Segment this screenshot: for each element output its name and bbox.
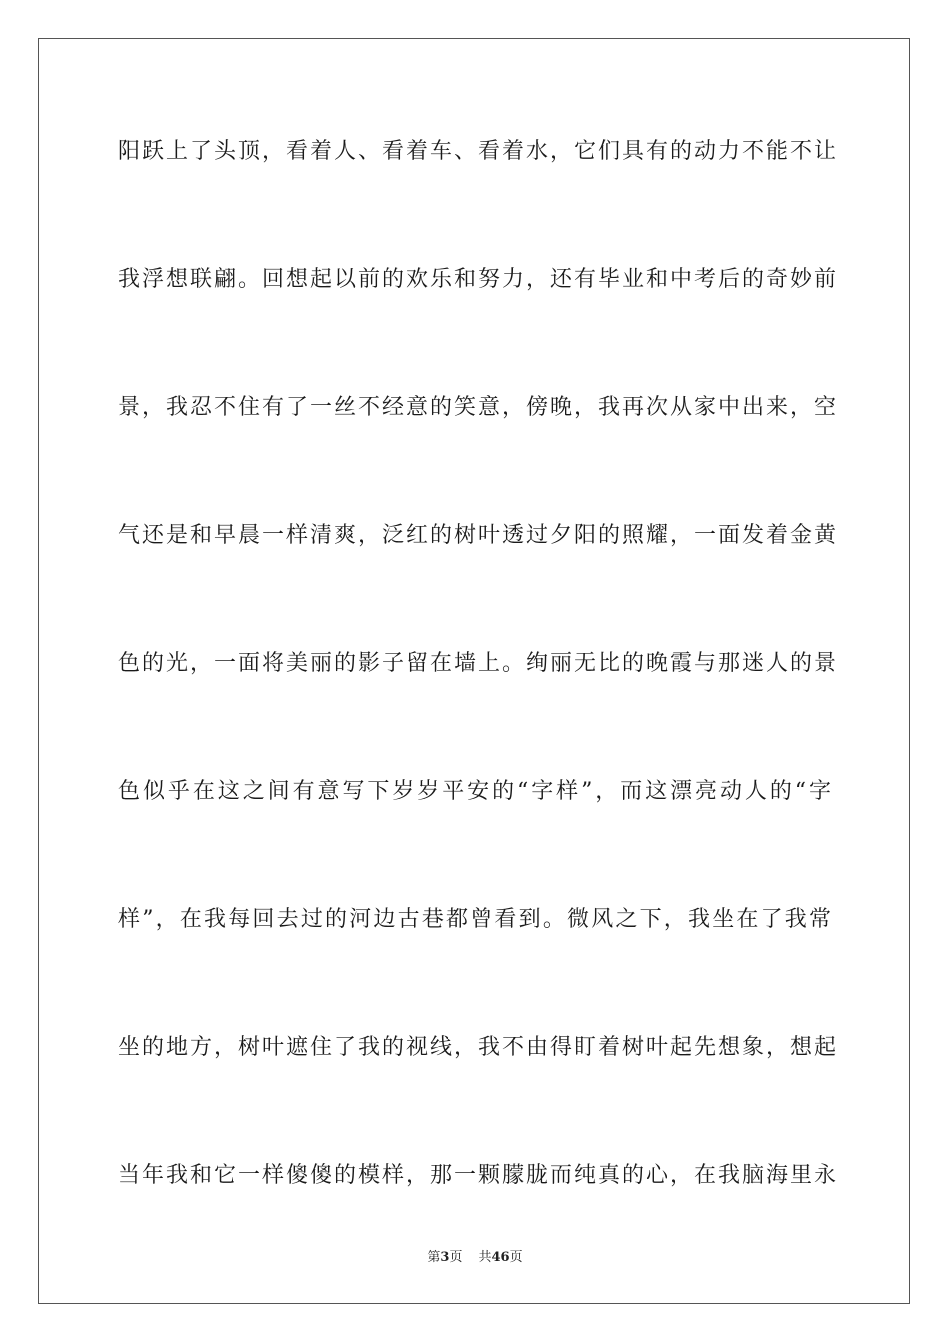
text-line-7: 样”，在我每回去过的河边古巷都曾看到。微风之下，我坐在了我常 [118, 907, 833, 932]
text-line-2: 我浮想联翩。回想起以前的欢乐和努力，还有毕业和中考后的奇妙前 [118, 267, 839, 292]
page-footer [0, 1246, 950, 1265]
total-suffix: 页 [509, 1250, 523, 1265]
text-line-9: 当年我和它一样傻傻的模样，那一颗朦胧而纯真的心，在我脑海里永 [118, 1163, 839, 1188]
total-pages: 46 [491, 1250, 510, 1265]
text-line-3: 景，我忍不住有了一丝不经意的笑意，傍晚，我再次从家中出来，空 [118, 395, 839, 420]
text-line-8: 坐的地方，树叶遮住了我的视线，我不由得盯着树叶起先想象，想起 [118, 1035, 839, 1060]
text-line-4: 气还是和早晨一样清爽，泛红的树叶透过夕阳的照耀，一面发着金黄 [118, 523, 839, 548]
page-suffix: 页 [449, 1250, 463, 1265]
total-prefix: 共 [478, 1250, 492, 1265]
text-line-5: 色的光，一面将美丽的影子留在墙上。绚丽无比的晚霞与那迷人的景 [118, 651, 839, 676]
text-line-6: 色似乎在这之间有意写下岁岁平安的“字样”，而这漂亮动人的“字 [118, 779, 833, 804]
document-body [118, 124, 839, 1276]
text-line-1: 阳跃上了头顶，看着人、看着车、看着水，它们具有的动力不能不让 [118, 139, 839, 164]
page-number: 3 [440, 1250, 450, 1265]
page-prefix: 第 [427, 1250, 441, 1265]
